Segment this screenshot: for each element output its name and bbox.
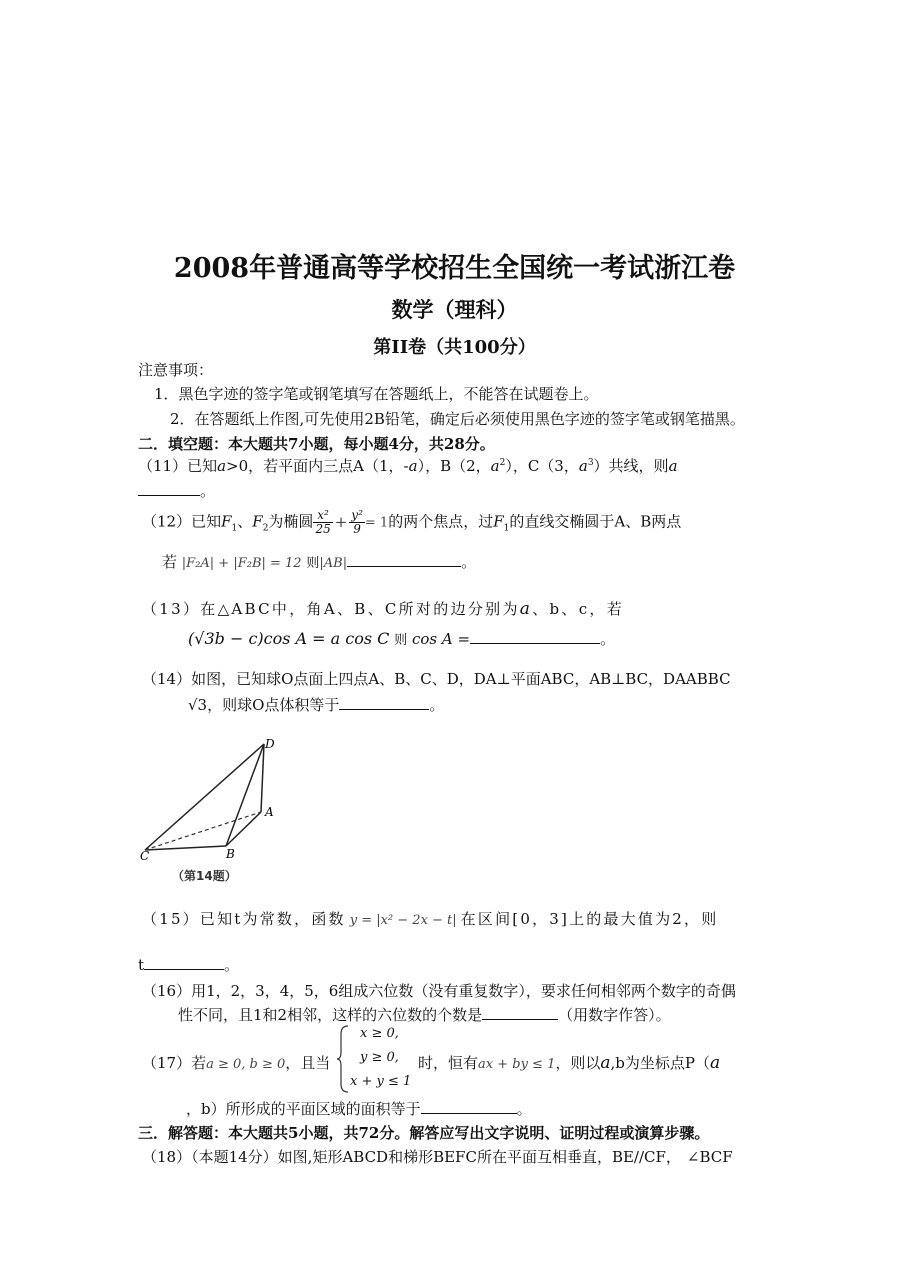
notes-heading: 注意事项： (138, 361, 214, 379)
page-subtitle: 数学（理科） (391, 297, 518, 322)
system-line-3: x + y ≤ 1 (350, 1074, 412, 1089)
answer-blank[interactable] (339, 695, 429, 710)
edge-ba (226, 812, 261, 846)
question-12: （12）已知$F_1$、$F_2$为椭圆 $\frac{\text{x²}}{25}$ + $\frac{\text{y²}}{9}$ = 1的两个焦点，过$F_1$的直线交椭圆于A、B两点 (142, 508, 682, 536)
question-13-formula: (√3b − c)cos A = a cos C 则 cos A = 。 (188, 629, 616, 648)
note-item-2: 2．在答题纸上作图,可先使用2B铅笔，确定后必须使用黑色字迹的签字笔或钢笔描黑。 (170, 410, 745, 428)
page-title: 2008年普通高等学校招生全国统一考试浙江卷 (173, 253, 736, 284)
question-11: （11）已知a>0，若平面内三点A（1，-a），B（2，$a^2$），C（3，$a^3$）共线，则a (138, 457, 678, 475)
note-item-1: 1．黑色字迹的签字笔或钢笔填写在答题纸上，不能答在试题卷上。 (154, 385, 599, 403)
vertex-label-c: C (140, 849, 150, 863)
question-13: （13）在△ABC中，角A、B、C所对的边分别为a、b、c，若 (142, 599, 625, 619)
figure-caption: （第14题） (172, 869, 237, 883)
question-17-cont: 时，恒有ax + by ≤ 1，则以a,b为坐标点P（a (418, 1053, 721, 1073)
question-11-answer-line: 。 (138, 480, 215, 501)
vertex-label-b: B (226, 847, 235, 861)
question-16-line-2: 性不同，且1和2相邻，这样的六位数的个数是 （用数字作答）。 (178, 1006, 671, 1024)
answer-blank[interactable] (347, 552, 461, 567)
question-15-answer-line: t 。 (138, 956, 240, 974)
system-line-1: x ≥ 0, (360, 1026, 399, 1041)
question-17-line-2: ，b）所形成的平面区域的面积等于 。 (186, 1100, 532, 1118)
system-line-2: y ≥ 0, (360, 1050, 399, 1065)
answer-blank[interactable] (470, 629, 600, 644)
answer-blank[interactable] (482, 1005, 558, 1020)
answer-blank[interactable] (421, 1099, 517, 1114)
question-16: （16）用1，2，3，4，5，6组成六位数（没有重复数字），要求任何相邻两个数字的奇偶 (142, 982, 736, 1000)
answer-blank[interactable] (144, 955, 224, 970)
edge-db (226, 744, 264, 846)
edge-ca-hidden (145, 812, 261, 850)
section-3-heading: 三．解答题：本大题共5小题，共72分。解答应写出文字说明、证明过程或演算步骤。 (138, 1124, 710, 1142)
question-14: （14）如图，已知球O点面上四点A、B、C、D，DA⊥平面ABC，AB⊥BC，DAABBC (142, 670, 731, 688)
vertex-label-a: A (265, 805, 274, 819)
edge-cd (145, 744, 264, 850)
volume-title: 第II卷（共100分） (373, 337, 536, 358)
vertex-label-d: D (265, 737, 275, 751)
question-17: （17）若a ≥ 0, b ≥ 0，且当 (142, 1054, 331, 1072)
edge-da (261, 744, 264, 812)
tetrahedron-diagram (140, 734, 300, 890)
section-2-heading: 二．填空题：本大题共7小题，每小题4分，共28分。 (138, 435, 495, 453)
figure-14 (140, 734, 300, 890)
question-18: （18）（本题14分）如图,矩形ABCD和梯形BEFC所在平面互相垂直，BE//CF， ∠BCF (142, 1148, 733, 1166)
question-12-condition: 若 |F₂A| + |F₂B| = 12 则|AB| 。 (162, 553, 477, 571)
question-15: （15）已知t为常数，函数 y = |x² − 2x − t| 在区间[0，3]上的最大值为2，则 (142, 910, 719, 928)
inequality-system-brace (336, 1024, 350, 1098)
answer-blank[interactable] (138, 481, 200, 496)
edge-cb (145, 846, 226, 850)
question-14-line-2: √3，则球O点体积等于 。 (188, 696, 445, 714)
